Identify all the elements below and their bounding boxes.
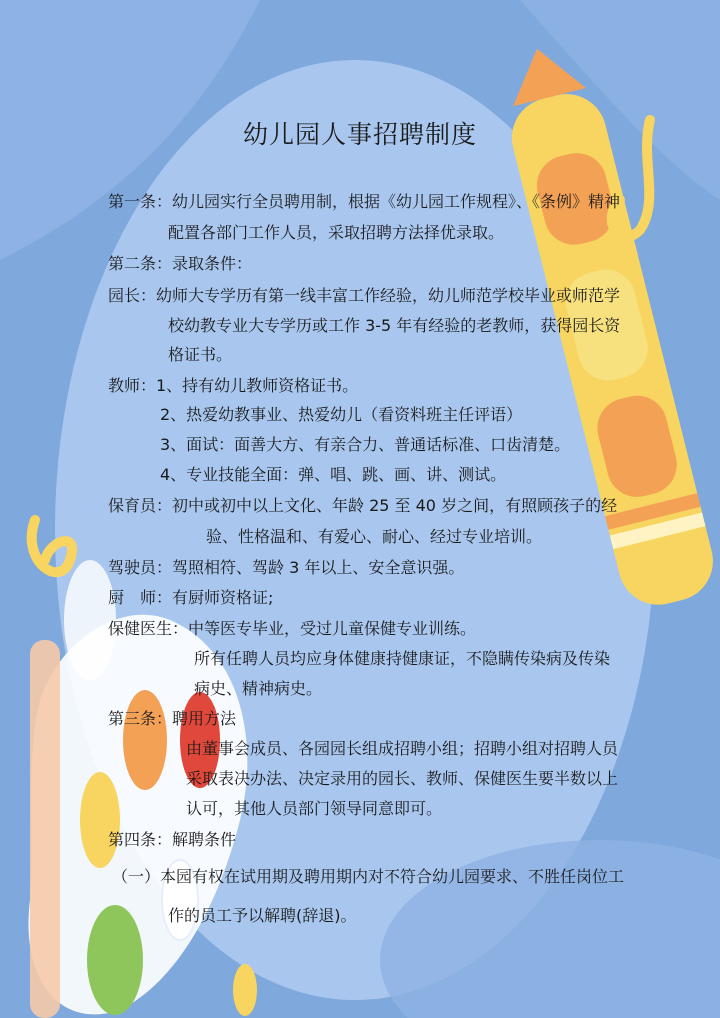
teacher-item-3: 3、面试：面善大方、有亲合力、普通话标准、口齿清楚。 <box>160 435 571 454</box>
doctor-line: 保健医生：中等医专毕业，受过儿童保健专业训练。 <box>108 619 477 638</box>
principal-line-1: 园长：幼师大专学历有第一线丰富工作经验，幼儿师范学校毕业或师范学 <box>108 286 621 305</box>
article-3-line-3: 认可，其他人员部门领导同意即可。 <box>186 799 443 818</box>
article-3-heading: 第三条：聘用方法 <box>108 709 237 728</box>
teacher-item-1: 教师：1、持有幼儿教师资格证书。 <box>108 376 359 395</box>
nurse-line-2: 验、性格温和、有爱心、耐心、经过专业培训。 <box>206 527 543 546</box>
teacher-item-4: 4、专业技能全面：弹、唱、跳、画、讲、测试。 <box>160 465 507 484</box>
health-requirement-line-1: 所有任聘人员均应身体健康持健康证，不隐瞒传染病及传染 <box>194 649 611 668</box>
article-3-line-1: 由董事会成员、各园园长组成招聘小组；招聘小组对招聘人员 <box>186 739 619 758</box>
teacher-item-2: 2、热爱幼教事业、热爱幼儿（看资料班主任评语） <box>160 405 523 424</box>
article-4-heading: 第四条：解聘条件 <box>108 830 237 849</box>
principal-line-2: 校幼教专业大专学历或工作 3-5 年有经验的老教师，获得园长资 <box>168 316 621 335</box>
chef-line: 厨 师：有厨师资格证; <box>108 588 274 607</box>
article-3-line-2: 采取表决办法、决定录用的园长、教师、保健医生要半数以上 <box>186 769 619 788</box>
article-4-line-1: （一）本园有权在试用期及聘用期内对不符合幼儿园要求、不胜任岗位工 <box>112 867 625 886</box>
article-2-heading: 第二条：录取条件： <box>108 254 253 273</box>
article-1-line-1: 第一条：幼儿园实行全员聘用制，根据《幼儿园工作规程》、《条例》精神 <box>108 192 621 211</box>
principal-line-3: 格证书。 <box>168 345 233 364</box>
article-4-line-2: 作的员工予以解聘(辞退)。 <box>168 906 357 925</box>
article-1-line-2: 配置各部门工作人员，采取招聘方法择优录取。 <box>168 223 505 242</box>
driver-line: 驾驶员：驾照相符、驾龄 3 年以上、安全意识强。 <box>108 558 465 577</box>
document-title: 幼儿园人事招聘制度 <box>242 120 477 149</box>
nurse-line-1: 保育员：初中或初中以上文化、年龄 25 至 40 岁之间，有照顾孩子的经 <box>108 496 618 515</box>
health-requirement-line-2: 病史、精神病史。 <box>194 679 323 698</box>
